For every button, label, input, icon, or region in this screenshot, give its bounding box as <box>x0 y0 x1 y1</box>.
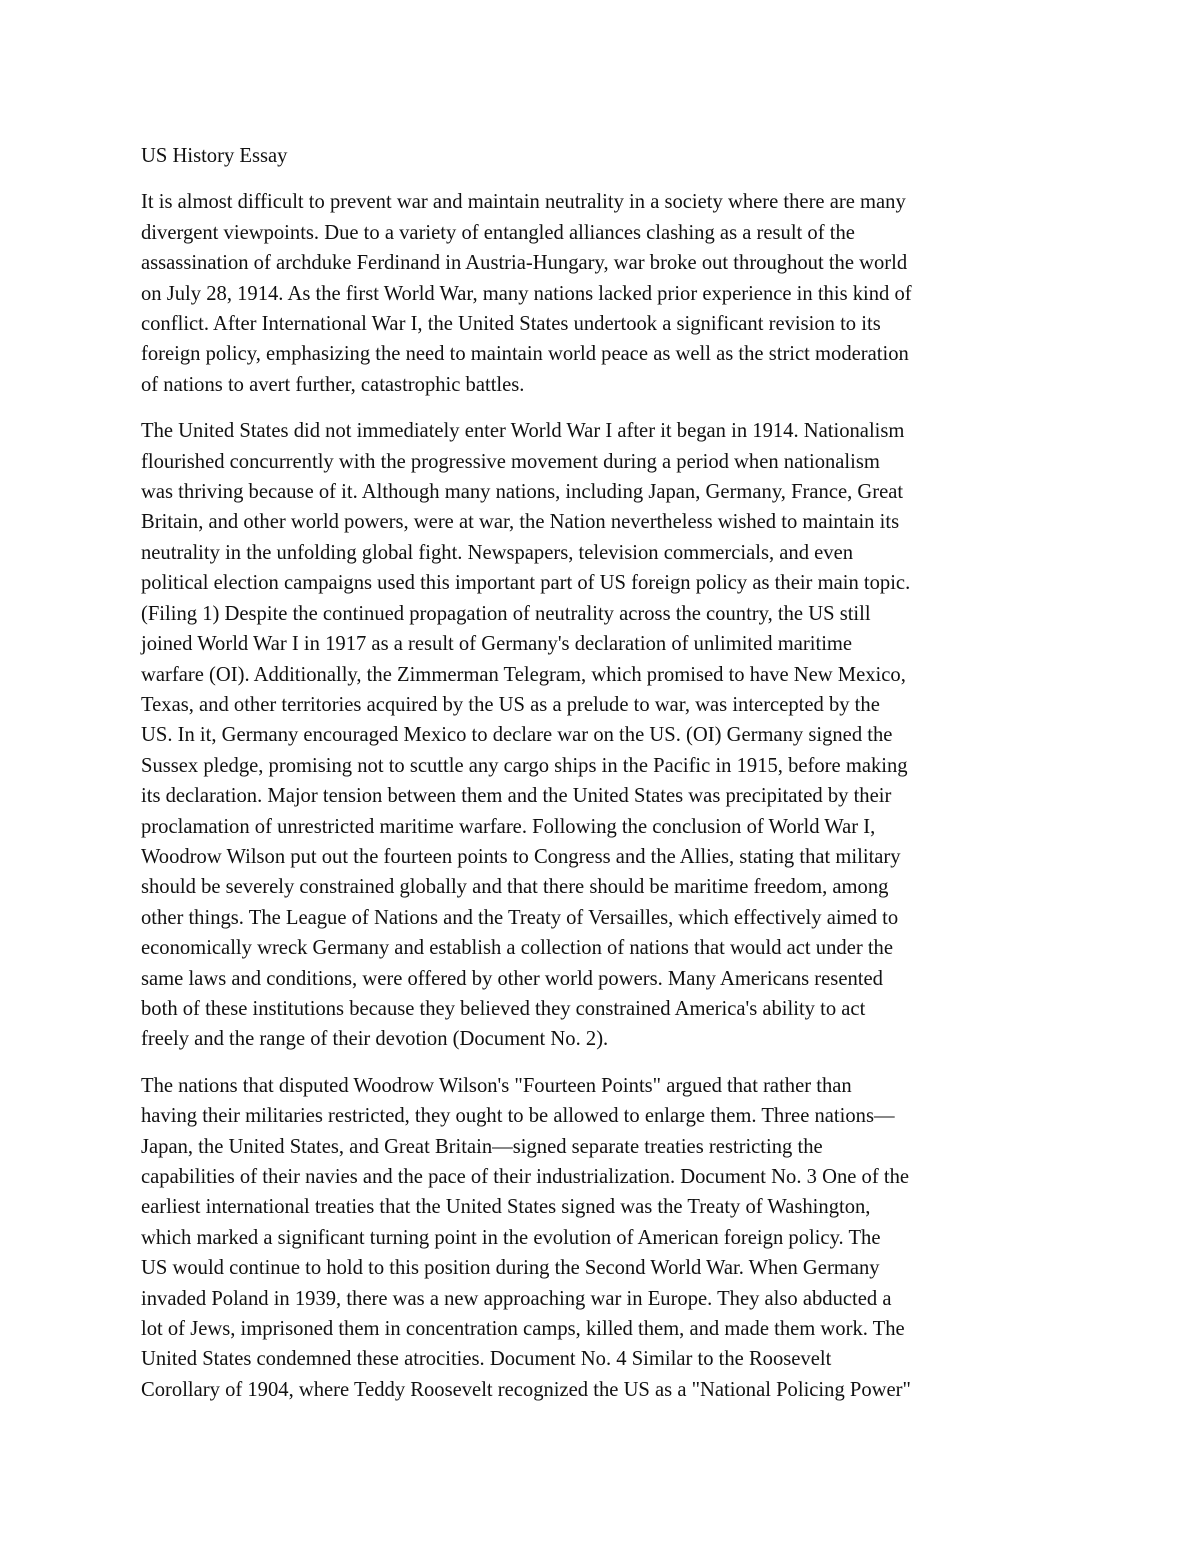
text-line: both of these institutions because they believed they constrained America's ability to act <box>141 997 866 1020</box>
text-line: its declaration. Major tension between them and the United States was precipitated by their <box>141 785 892 808</box>
text-line: neutrality in the unfolding global fight. Newspapers, television commercials, and even <box>141 541 854 564</box>
text-line: conflict. After International War I, the United States undertook a significant revision to its <box>141 313 881 336</box>
paragraphs-container <box>141 187 1061 1405</box>
text-line: same laws and conditions, were offered by other world powers. Many Americans resented <box>141 967 883 990</box>
paragraph <box>141 1071 1061 1405</box>
text-line: having their militaries restricted, they ought to be allowed to enlarge them. Three nations— <box>141 1105 895 1128</box>
text-line: freely and the range of their devotion (Document No. 2). <box>141 1028 609 1051</box>
text-line: The United States did not immediately enter World War I after it began in 1914. Nationalism <box>141 420 905 443</box>
text-line: Japan, the United States, and Great Britain—signed separate treaties restricting the <box>141 1135 823 1158</box>
document-body <box>141 141 1061 1421</box>
text-line: proclamation of unrestricted maritime warfare. Following the conclusion of World War I, <box>141 815 876 838</box>
text-line: warfare (OI). Additionally, the Zimmerman Telegram, which promised to have New Mexico, <box>141 663 906 686</box>
text-line: of nations to avert further, catastrophic battles. <box>141 373 525 396</box>
text-line: should be severely constrained globally and that there should be maritime freedom, among <box>141 876 889 899</box>
text-line: invaded Poland in 1939, there was a new approaching war in Europe. They also abducted a <box>141 1287 892 1310</box>
text-line: Britain, and other world powers, were at war, the Nation nevertheless wished to maintain its <box>141 511 900 534</box>
text-line: other things. The League of Nations and the Treaty of Versailles, which effectively aimed to <box>141 906 899 929</box>
paragraph <box>141 187 1061 400</box>
text-line: divergent viewpoints. Due to a variety of entangled alliances clashing as a result of the <box>141 221 855 244</box>
text-line: Sussex pledge, promising not to scuttle any cargo ships in the Pacific in 1915, before making <box>141 754 908 777</box>
text-line: US. In it, Germany encouraged Mexico to declare war on the US. (OI) Germany signed the <box>141 724 893 747</box>
text-line: Corollary of 1904, where Teddy Roosevelt recognized the US as a "National Policing Power" <box>141 1378 911 1401</box>
text-line: Woodrow Wilson put out the fourteen points to Congress and the Allies, stating that military <box>141 845 901 868</box>
text-line: It is almost difficult to prevent war and maintain neutrality in a society where there are many <box>141 191 906 214</box>
text-line: capabilities of their navies and the pace of their industrialization. Document No. 3 One of the <box>141 1166 910 1188</box>
text-line: The nations that disputed Woodrow Wilson's "Fourteen Points" argued that rather than <box>141 1074 852 1097</box>
text-line: flourished concurrently with the progressive movement during a period when nationalism <box>141 450 880 473</box>
text-line: foreign policy, emphasizing the need to maintain world peace as well as the strict moderation <box>141 343 909 366</box>
text-line: on July 28, 1914. As the first World War, many nations lacked prior experience in this kind of <box>141 282 912 305</box>
text-line: Texas, and other territories acquired by the US as a prelude to war, was intercepted by the <box>141 693 880 716</box>
text-line: US would continue to hold to this position during the Second World War. When Germany <box>141 1257 880 1280</box>
text-line: which marked a significant turning point in the evolution of American foreign policy. The <box>141 1226 881 1249</box>
document-title: US History Essay <box>141 145 288 167</box>
text-line: (Filing 1) Despite the continued propagation of neutrality across the country, the US still <box>141 602 871 625</box>
text-line: lot of Jews, imprisoned them in concentration camps, killed them, and made them work. The <box>141 1318 905 1341</box>
text-line: political election campaigns used this important part of US foreign policy as their main topic. <box>141 572 911 595</box>
text-line: economically wreck Germany and establish a collection of nations that would act under the <box>141 937 893 960</box>
text-line: assassination of archduke Ferdinand in Austria-Hungary, war broke out throughout the world <box>141 252 908 275</box>
paragraph <box>141 416 1061 1055</box>
text-line: United States condemned these atrocities. Document No. 4 Similar to the Roosevelt <box>141 1348 832 1371</box>
text-line: joined World War I in 1917 as a result of Germany's declaration of unlimited maritime <box>141 633 853 656</box>
text-line: earliest international treaties that the United States signed was the Treaty of Washington, <box>141 1196 871 1219</box>
text-line: was thriving because of it. Although many nations, including Japan, Germany, France, Great <box>141 481 904 504</box>
